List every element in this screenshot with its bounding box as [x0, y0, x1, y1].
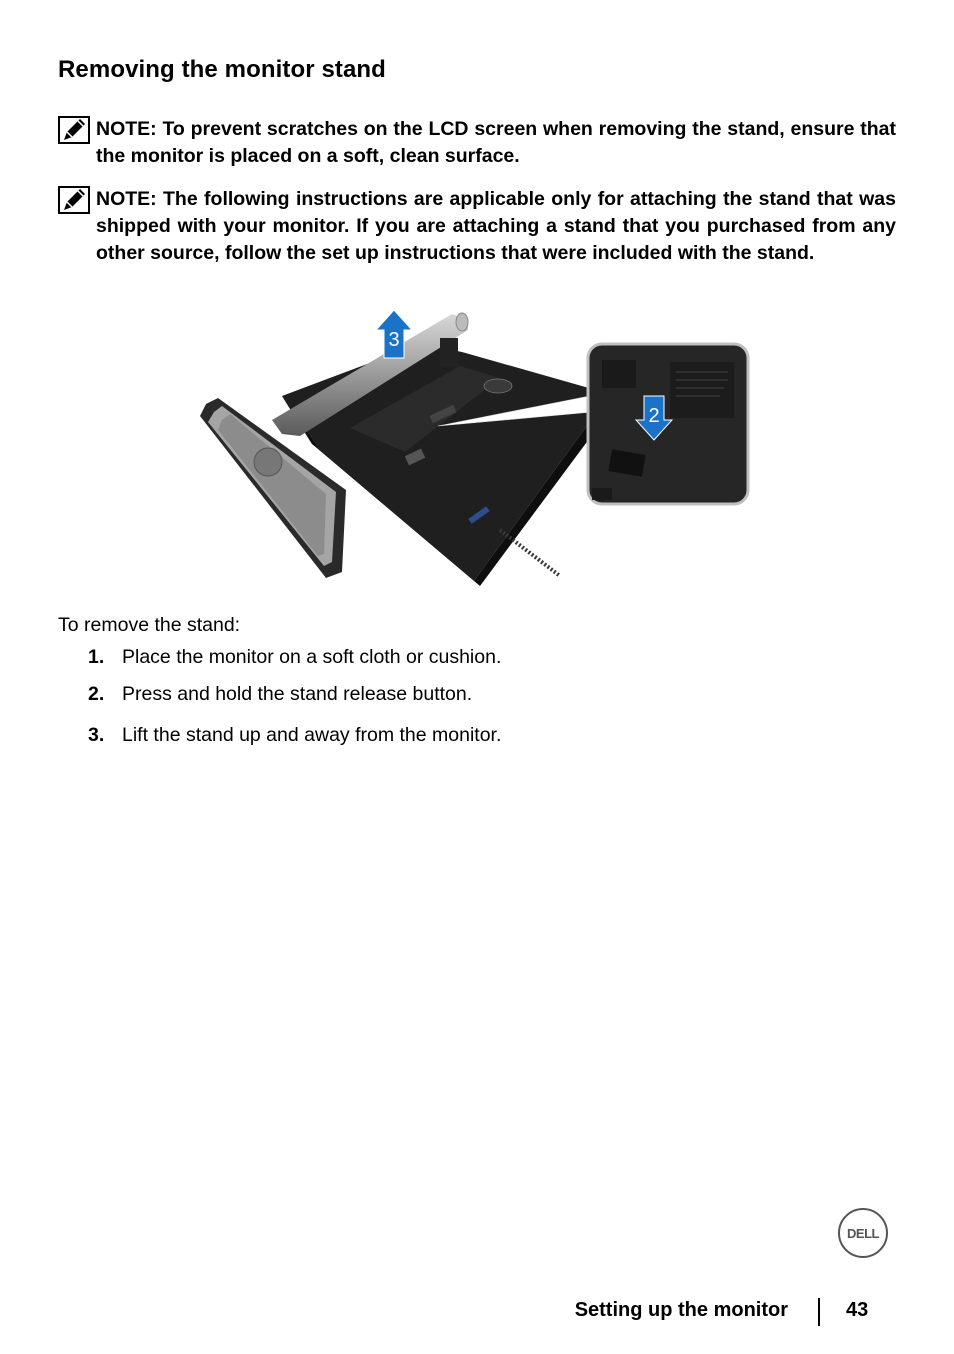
callout-label-2: 2	[648, 405, 660, 427]
instructions-intro: To remove the stand:	[58, 614, 241, 636]
step-number: 3.	[88, 724, 105, 746]
footer-divider	[818, 1298, 820, 1326]
page-number: 43	[846, 1299, 869, 1321]
step-text: Place the monitor on a soft cloth or cushion.	[122, 646, 502, 668]
note-text: NOTE: To prevent scratches on the LCD screen when removing the stand, ensure that the monitor is placed on a soft, clean surface.	[96, 118, 896, 167]
stand-removal-illustration	[200, 308, 760, 594]
step-item	[88, 724, 501, 747]
callout-label-3: 3	[388, 329, 400, 351]
step-number: 1.	[88, 646, 105, 668]
footer-section-title: Setting up the monitor	[574, 1299, 788, 1321]
step-item	[88, 646, 501, 669]
section-heading: Removing the monitor stand	[58, 56, 386, 83]
dell-logo-text: DELL	[847, 1226, 879, 1241]
step-number: 2.	[88, 683, 105, 705]
pencil-note-icon	[58, 116, 90, 144]
dell-logo	[837, 1207, 889, 1259]
pencil-note-icon	[58, 186, 90, 214]
note-applicable-stand	[58, 186, 896, 267]
step-item	[88, 683, 472, 706]
step-text: Press and hold the stand release button.	[122, 683, 473, 705]
note-scratches	[58, 116, 896, 170]
step-text: Lift the stand up and away from the monitor.	[122, 724, 502, 746]
note-text: NOTE: The following instructions are applicable only for attaching the stand that was shipped with your monitor. If you are attaching a stand that you purchased from any other source, follow the set up instructions that were included with the stand.	[96, 188, 896, 264]
